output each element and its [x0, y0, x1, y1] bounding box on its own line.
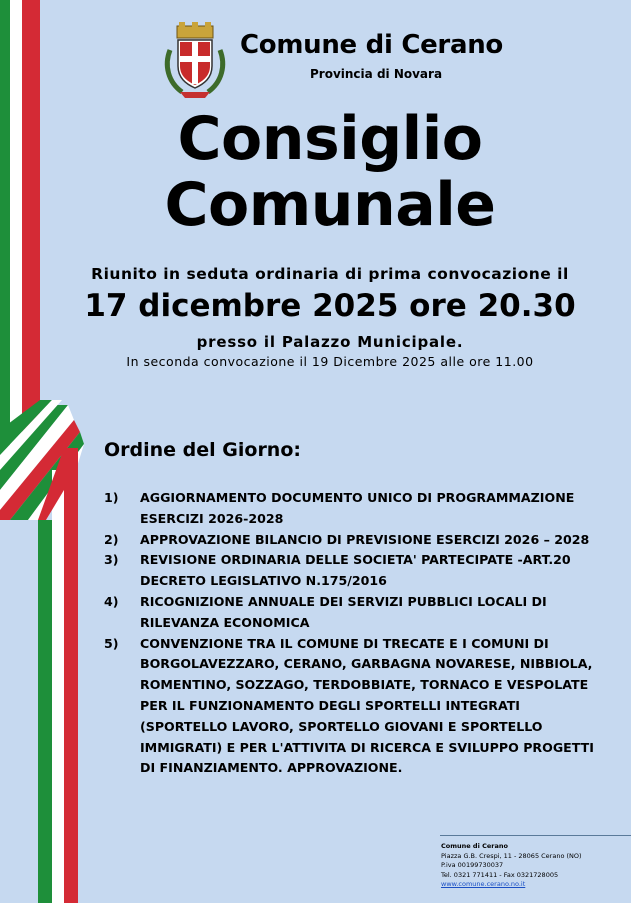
ribbon-diag-white	[28, 444, 84, 520]
agenda-item-text: CONVENZIONE TRA IL COMUNE DI TRECATE E I COMUNI DI BORGOLAVEZZARO, CERANO, GARBAGNA NOVARESE, NIBBIOLA, ROMENTINO, SOZZAGO, TERDOBBIATE, TORNACO E VESPOLATE PER IL FUNZIONAMENTO DEGLI SPORTELLI INTEGRATI (SPORTELLO LAVORO, SPORTELLO GIOVANI E SPORTELLO IMMIGRATI) E PER L'ATTIVITA DI RICERCA E SVILUPPO PROGETTI DI FINANZIAMENTO. APPROVAZIONE.	[140, 635, 594, 776]
agenda-item-text: REVISIONE ORDINARIA DELLE SOCIETA' PARTECIPATE -ART.20 DECRETO LEGISLATIVO N.175/2016	[140, 552, 571, 589]
agenda-item-number: 2)	[104, 531, 119, 547]
ribbon-fold-green	[0, 405, 68, 490]
meeting-intro: Riunito in seduta ordinaria di prima convocazione il	[91, 265, 569, 283]
agenda-item-text: APPROVAZIONE BILANCIO DI PREVISIONE ESERCIZI 2026 – 2028	[140, 531, 590, 547]
footer-divider	[440, 835, 631, 836]
header	[160, 20, 540, 110]
page-title	[100, 106, 560, 238]
footer-name: Comune di Cerano	[441, 842, 508, 850]
coat-of-arms-icon	[160, 20, 230, 102]
agenda-item	[104, 488, 604, 530]
footer-contact	[441, 842, 631, 890]
footer-piva: P.iva 00199730037	[441, 861, 504, 870]
ribbon-top-red	[22, 0, 40, 440]
ribbon-bottom-green	[38, 520, 52, 903]
ribbon-diag-red	[38, 448, 78, 520]
footer-phone: Tel. 0321 771411 - Fax 0321728005	[441, 870, 559, 879]
agenda-item	[104, 634, 604, 780]
agenda-item	[104, 550, 604, 592]
ribbon-fold-white-2	[0, 400, 62, 470]
agenda-list	[104, 488, 604, 779]
meeting-location: presso il Palazzo Municipale.	[196, 333, 464, 351]
second-call-note: In seconda convocazione il 19 Dicembre 2025 alle ore 11.00	[126, 354, 534, 369]
ribbon-bottom-red	[64, 448, 78, 903]
ribbon-fold-green-2	[0, 400, 52, 455]
ribbon-bottom-white	[52, 470, 64, 903]
ribbon-fold-white	[0, 405, 74, 510]
agenda-item-number: 1)	[104, 490, 119, 505]
provincia-name: Provincia di Novara	[310, 67, 443, 81]
agenda-item-number: 5)	[104, 635, 119, 651]
agenda-item-number: 3)	[104, 552, 119, 568]
title-line-1: Consiglio	[177, 104, 483, 174]
footer-address: Piazza G.B. Crespi, 11 - 28065 Cerano (NO)	[441, 851, 582, 860]
ribbon-top-white	[10, 0, 22, 470]
meeting-date: 17 dicembre 2025 ore 20.30	[84, 288, 576, 324]
agenda-title: Ordine del Giorno:	[104, 439, 301, 461]
agenda-item-text: AGGIORNAMENTO DOCUMENTO UNICO DI PROGRAMMAZIONE ESERCIZI 2026-2028	[140, 490, 575, 526]
ribbon-top-green	[0, 0, 10, 470]
ribbon-diag-green	[10, 432, 84, 520]
ribbon-fold-red	[0, 420, 80, 520]
agenda-item-number: 4)	[104, 593, 119, 609]
footer-website-link[interactable]: www.comune.cerano.no.it	[441, 880, 526, 889]
agenda-item	[104, 530, 604, 551]
agenda-item-text: RICOGNIZIONE ANNUALE DEI SERVIZI PUBBLICI LOCALI DI RILEVANZA ECONOMICA	[140, 593, 547, 630]
title-line-2: Comunale	[164, 170, 496, 240]
comune-name: Comune di Cerano	[240, 30, 503, 60]
agenda-item	[104, 592, 604, 634]
